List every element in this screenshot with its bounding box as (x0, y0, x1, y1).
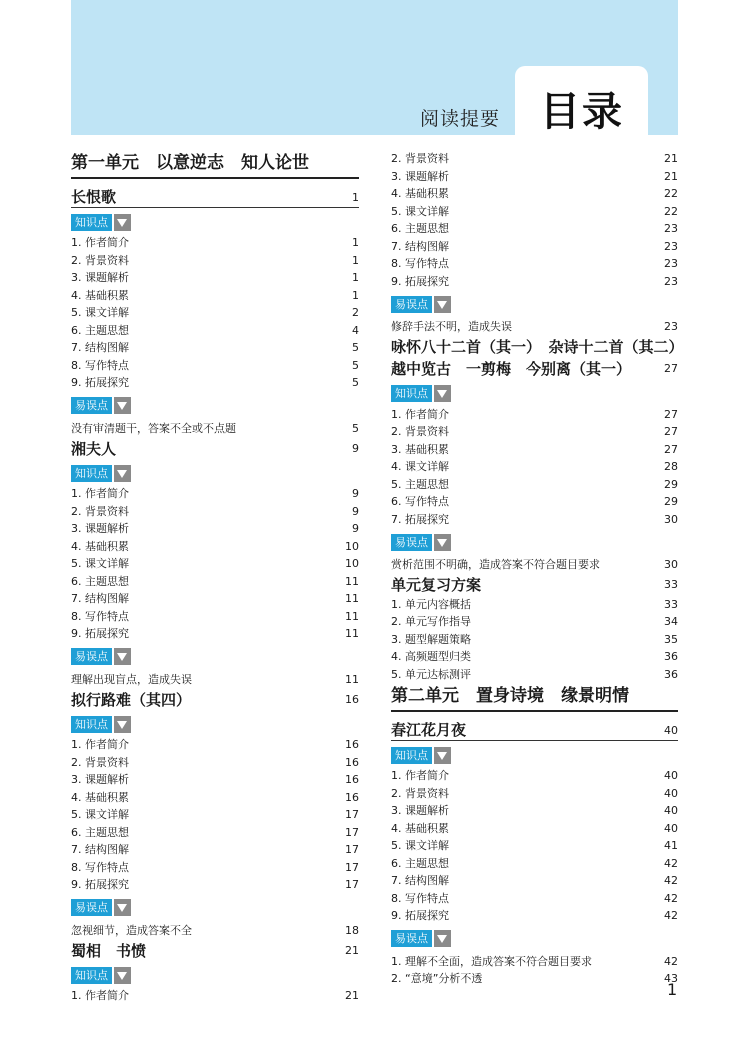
toc-lesson[interactable] (71, 180, 359, 208)
toc-lesson[interactable] (391, 358, 678, 380)
toc-item[interactable] (71, 876, 359, 894)
mistake-badge-row (71, 645, 359, 669)
page-ref: 40 (664, 724, 678, 737)
toc-item-label: 4. 基础积累 (71, 288, 129, 302)
toc-item[interactable] (71, 304, 359, 322)
page-ref: 23 (664, 274, 678, 288)
knowledge-badge-row (71, 461, 359, 485)
page-number: 1 (667, 980, 678, 999)
toc-item[interactable] (71, 287, 359, 305)
page-ref: 11 (345, 592, 359, 605)
toc-item[interactable] (391, 855, 678, 873)
toc-item-label: 8. 写作特点 (71, 358, 129, 372)
mistake-item[interactable] (71, 420, 359, 438)
toc-item[interactable] (391, 238, 678, 256)
page-ref: 17 (345, 878, 359, 891)
page-ref: 29 (664, 495, 678, 508)
page-ref: 30 (664, 512, 678, 526)
toc-item[interactable] (391, 666, 678, 684)
toc-item-label: 2. 单元写作指导 (391, 615, 471, 628)
toc-items (391, 596, 678, 684)
page-ref: 16 (345, 738, 359, 751)
page-ref: 21 (664, 152, 678, 165)
page-ref: 23 (664, 257, 678, 270)
toc-item-label: 4. 高频题型归类 (391, 650, 471, 663)
header-subtitle: 阅读提要 (420, 108, 501, 130)
knowledge-badge-row (71, 963, 359, 987)
toc-item[interactable] (71, 859, 359, 877)
page-ref: 21 (664, 169, 678, 183)
toc-item[interactable] (391, 907, 678, 925)
toc-item[interactable] (71, 339, 359, 357)
page-ref: 4 (352, 323, 359, 337)
toc-item[interactable] (71, 252, 359, 270)
toc-item[interactable] (391, 423, 678, 441)
toc-item-label: 2. 背景资料 (391, 425, 449, 438)
toc-item[interactable] (391, 493, 678, 511)
page-ref: 23 (664, 239, 678, 253)
mistake-label: 修辞手法不明，造成失误 (391, 320, 512, 333)
page-ref: 40 (664, 821, 678, 835)
toc-right-column (391, 150, 684, 988)
knowledge-badge-row (391, 382, 678, 406)
triangle-down-icon (434, 930, 451, 947)
mistake-badge: 易误点 (71, 899, 112, 916)
toc-lesson[interactable] (391, 336, 684, 358)
review-title: 单元复习方案 (391, 576, 482, 594)
toc-item-label: 3. 课题解析 (71, 271, 129, 284)
toc-item[interactable] (71, 520, 359, 538)
toc-item-label: 7. 结构图解 (391, 874, 449, 887)
toc-items (391, 150, 678, 290)
page-title: 目录 (540, 89, 624, 135)
page-ref: 1 (352, 191, 359, 204)
page-ref: 33 (664, 597, 678, 611)
page-ref: 16 (345, 790, 359, 804)
toc-lesson[interactable] (391, 574, 678, 596)
toc-item[interactable] (71, 754, 359, 772)
toc-item[interactable] (71, 322, 359, 340)
toc-item[interactable] (71, 538, 359, 556)
toc-item-label: 8. 写作特点 (71, 860, 129, 874)
mistake-item[interactable] (391, 953, 678, 971)
toc-item[interactable] (71, 573, 359, 591)
toc-items (71, 485, 359, 643)
mistake-label: 没有审清题干，答案不全或不点题 (71, 421, 236, 435)
toc-item[interactable] (71, 841, 359, 859)
toc-item[interactable] (391, 476, 678, 494)
toc-item-label: 5. 课文详解 (391, 204, 449, 218)
toc-item-label: 8. 写作特点 (391, 257, 449, 270)
page-ref: 41 (664, 839, 678, 852)
triangle-down-icon (434, 385, 451, 402)
page-ref: 10 (345, 539, 359, 553)
knowledge-badge: 知识点 (71, 967, 112, 984)
triangle-down-icon (114, 967, 131, 984)
page-ref: 1 (352, 271, 359, 284)
mistake-label: 2. “意境”分析不透 (391, 972, 483, 985)
page-ref: 9 (352, 441, 359, 455)
page-ref: 42 (664, 891, 678, 905)
page-ref: 9 (352, 522, 359, 535)
page-ref: 42 (664, 909, 678, 922)
toc-item-label: 9. 拓展探究 (391, 909, 449, 922)
mistake-item[interactable] (71, 922, 359, 940)
lesson-title: 湘夫人 (71, 439, 117, 458)
page-ref: 36 (664, 650, 678, 663)
page-ref: 29 (664, 477, 678, 491)
page-ref: 33 (664, 578, 678, 591)
toc-item[interactable] (71, 234, 359, 252)
knowledge-badge-row (391, 743, 678, 767)
toc-item-label: 3. 课题解析 (391, 804, 449, 817)
toc-item-label: 6. 主题思想 (391, 856, 449, 870)
toc-item[interactable] (71, 357, 359, 375)
toc-item-label: 9. 拓展探究 (71, 627, 129, 640)
toc-item[interactable] (391, 406, 678, 424)
toc-item-label: 4. 基础积累 (71, 790, 129, 804)
page-ref: 27 (664, 407, 678, 421)
toc-item[interactable] (391, 648, 678, 666)
knowledge-badge: 知识点 (391, 747, 432, 764)
page-ref: 16 (345, 773, 359, 786)
toc-item[interactable] (71, 824, 359, 842)
toc-item-label: 5. 单元达标测评 (391, 667, 471, 681)
mistake-badge: 易误点 (71, 648, 112, 665)
toc-item-label: 7. 拓展探究 (391, 512, 449, 526)
toc-item[interactable] (71, 608, 359, 626)
mistake-label: 1. 理解不全面，造成答案不符合题目要求 (391, 954, 592, 968)
knowledge-badge: 知识点 (391, 385, 432, 402)
page-ref: 11 (345, 609, 359, 623)
mistake-badge-row (71, 896, 359, 920)
page-ref: 18 (345, 923, 359, 937)
toc-item-label: 6. 主题思想 (71, 323, 129, 337)
toc-item-label: 2. 背景资料 (391, 786, 449, 800)
triangle-down-icon (434, 296, 451, 313)
toc-item[interactable] (71, 269, 359, 287)
toc-item[interactable] (71, 485, 359, 503)
toc-item[interactable] (391, 872, 678, 890)
lesson-title: 长恨歌 (71, 188, 117, 206)
mistake-badge-row (71, 394, 359, 418)
toc-item[interactable] (391, 767, 678, 785)
page-ref: 34 (664, 615, 678, 628)
toc-item[interactable] (71, 503, 359, 521)
toc-item[interactable] (71, 987, 359, 1005)
unit-title: 第一单元 以意逆志 知人论世 (71, 150, 359, 179)
toc-item-label: 7. 结构图解 (71, 341, 129, 354)
page-ref: 2 (352, 306, 359, 319)
toc-item[interactable] (391, 150, 678, 168)
toc-item-label: 1. 作者简介 (391, 769, 449, 782)
toc-item-label: 8. 写作特点 (71, 609, 129, 623)
toc-item-label: 3. 课题解析 (391, 169, 449, 183)
toc-item-label: 3. 课题解析 (71, 773, 129, 786)
toc-item-label: 4. 基础积累 (391, 187, 449, 200)
toc-item[interactable] (391, 785, 678, 803)
mistake-item[interactable] (391, 556, 678, 574)
page-ref: 9 (352, 504, 359, 518)
page-ref: 40 (664, 804, 678, 817)
lesson-title: 春江花月夜 (391, 721, 467, 739)
page-ref: 5 (352, 421, 359, 435)
triangle-down-icon (114, 214, 131, 231)
toc-item-label: 3. 题型解题策略 (391, 632, 471, 646)
toc-left-column (71, 150, 359, 1005)
toc-item-label: 5. 课文详解 (71, 557, 129, 570)
toc-item-label: 1. 作者简介 (71, 236, 129, 249)
toc-item[interactable] (391, 168, 678, 186)
toc-item-label: 5. 主题思想 (391, 477, 449, 491)
toc-item-label: 5. 课文详解 (391, 839, 449, 852)
toc-items (391, 406, 678, 529)
toc-lesson[interactable] (391, 713, 678, 741)
page-ref: 40 (664, 769, 678, 782)
lesson-title-line2: 越中览古 一剪梅 今别离（其一） (391, 360, 632, 378)
toc-item[interactable] (391, 255, 678, 273)
toc-item[interactable] (391, 837, 678, 855)
toc-item-label: 2. 背景资料 (391, 152, 449, 165)
knowledge-badge: 知识点 (71, 465, 112, 482)
toc-item-label: 3. 基础积累 (391, 442, 449, 456)
page-ref: 10 (345, 557, 359, 570)
mistake-item[interactable] (391, 970, 678, 988)
toc-lesson[interactable] (71, 688, 359, 710)
toc-item[interactable] (391, 802, 678, 820)
mistake-label: 赏析范围不明确，造成答案不符合题目要求 (391, 558, 600, 571)
toc-item-label: 6. 主题思想 (391, 222, 449, 235)
page-ref: 27 (664, 362, 678, 375)
mistake-badge: 易误点 (71, 397, 112, 414)
page-ref: 16 (345, 692, 359, 706)
mistake-item[interactable] (391, 318, 678, 336)
triangle-down-icon (434, 747, 451, 764)
lesson-title-line1: 咏怀八十二首（其一） 杂诗十二首（其二） (391, 338, 684, 356)
page-ref: 35 (664, 632, 678, 646)
unit-title: 第二单元 置身诗境 缘景明情 (391, 683, 678, 712)
toc-item[interactable] (71, 555, 359, 573)
toc-item[interactable] (391, 613, 678, 631)
toc-lesson[interactable] (71, 939, 359, 961)
toc-item-label: 6. 写作特点 (391, 495, 449, 508)
toc-item[interactable] (71, 736, 359, 754)
mistake-badge: 易误点 (391, 534, 432, 551)
page-ref: 5 (352, 341, 359, 354)
toc-item-label: 7. 结构图解 (71, 592, 129, 605)
toc-item-label: 1. 单元内容概括 (391, 597, 471, 611)
toc-item-label: 1. 作者简介 (71, 989, 129, 1002)
toc-item[interactable] (391, 203, 678, 221)
page-ref: 21 (345, 989, 359, 1002)
toc-item[interactable] (71, 590, 359, 608)
triangle-down-icon (114, 716, 131, 733)
toc-item-label: 5. 课文详解 (71, 808, 129, 821)
page-ref: 40 (664, 786, 678, 800)
page-ref: 17 (345, 808, 359, 821)
toc-item-label: 6. 主题思想 (71, 574, 129, 588)
toc-item[interactable] (391, 511, 678, 529)
page-ref: 30 (664, 558, 678, 571)
mistake-label: 忽视细节，造成答案不全 (71, 923, 192, 937)
toc-item[interactable] (391, 441, 678, 459)
toc-item[interactable] (391, 596, 678, 614)
mistake-badge: 易误点 (391, 296, 432, 313)
toc-item[interactable] (391, 185, 678, 203)
page-ref: 23 (664, 320, 678, 333)
toc-item-label: 4. 基础积累 (391, 821, 449, 835)
toc-lesson[interactable] (71, 437, 359, 459)
page-ref: 1 (352, 288, 359, 302)
toc-items (71, 736, 359, 894)
toc-item-label: 5. 课文详解 (71, 306, 129, 319)
page-ref: 27 (664, 425, 678, 438)
page-ref: 5 (352, 358, 359, 372)
mistake-item[interactable] (71, 671, 359, 689)
toc-item-label: 1. 作者简介 (391, 407, 449, 421)
triangle-down-icon (114, 397, 131, 414)
toc-item-label: 1. 作者简介 (71, 738, 129, 751)
toc-item[interactable] (391, 220, 678, 238)
toc-item-label: 9. 拓展探究 (71, 376, 129, 389)
toc-item[interactable] (71, 789, 359, 807)
page-ref: 23 (664, 222, 678, 235)
page-ref: 22 (664, 187, 678, 200)
mistake-badge-row (391, 927, 678, 951)
page-ref: 5 (352, 376, 359, 389)
toc-item-label: 1. 作者简介 (71, 487, 129, 500)
toc-item-label: 9. 拓展探究 (391, 274, 449, 288)
page-ref: 28 (664, 460, 678, 473)
page-ref: 27 (664, 442, 678, 456)
mistake-badge-row (391, 530, 678, 554)
page-ref: 17 (345, 843, 359, 856)
page-ref: 11 (345, 672, 359, 686)
mistake-badge: 易误点 (391, 930, 432, 947)
page-ref: 11 (345, 627, 359, 640)
triangle-down-icon (434, 534, 451, 551)
toc-item[interactable] (391, 458, 678, 476)
page-ref: 11 (345, 574, 359, 588)
toc-item[interactable] (391, 631, 678, 649)
toc-item-label: 2. 背景资料 (71, 755, 129, 769)
toc-item-label: 4. 基础积累 (71, 539, 129, 553)
toc-item-label: 8. 写作特点 (391, 891, 449, 905)
toc-item-label: 4. 课文详解 (391, 460, 449, 473)
toc-item-label: 2. 背景资料 (71, 504, 129, 518)
page-ref: 17 (345, 825, 359, 839)
toc-item[interactable] (71, 374, 359, 392)
knowledge-badge: 知识点 (71, 716, 112, 733)
triangle-down-icon (114, 648, 131, 665)
toc-item-label: 7. 结构图解 (71, 843, 129, 856)
toc-items (71, 234, 359, 392)
triangle-down-icon (114, 899, 131, 916)
page-ref: 42 (664, 856, 678, 870)
page-ref: 1 (352, 236, 359, 249)
knowledge-badge: 知识点 (71, 214, 112, 231)
toc-item-label: 9. 拓展探究 (71, 878, 129, 891)
page-ref: 21 (345, 943, 359, 957)
toc-item[interactable] (71, 625, 359, 643)
knowledge-badge-row (71, 210, 359, 234)
toc-item-label: 3. 课题解析 (71, 522, 129, 535)
toc-item[interactable] (391, 273, 678, 291)
page-ref: 22 (664, 204, 678, 218)
toc-item[interactable] (71, 771, 359, 789)
page-ref: 42 (664, 954, 678, 968)
lesson-title: 拟行路难（其四） (71, 690, 192, 709)
toc-items (391, 767, 678, 925)
page-ref: 43 (664, 972, 678, 985)
page-ref: 1 (352, 253, 359, 267)
page-ref: 36 (664, 667, 678, 681)
page-ref: 9 (352, 487, 359, 500)
toc-item[interactable] (391, 820, 678, 838)
lesson-title: 蜀相 书愤 (71, 941, 147, 960)
toc-item[interactable] (391, 890, 678, 908)
toc-item[interactable] (71, 806, 359, 824)
toc-item-label: 7. 结构图解 (391, 239, 449, 253)
page-ref: 16 (345, 755, 359, 769)
page-ref: 42 (664, 874, 678, 887)
triangle-down-icon (114, 465, 131, 482)
mistake-badge-row (391, 292, 678, 316)
toc-item-label: 2. 背景资料 (71, 253, 129, 267)
toc-item-label: 6. 主题思想 (71, 825, 129, 839)
knowledge-badge-row (71, 712, 359, 736)
page-ref: 17 (345, 860, 359, 874)
mistake-label: 理解出现盲点，造成失误 (71, 672, 192, 686)
